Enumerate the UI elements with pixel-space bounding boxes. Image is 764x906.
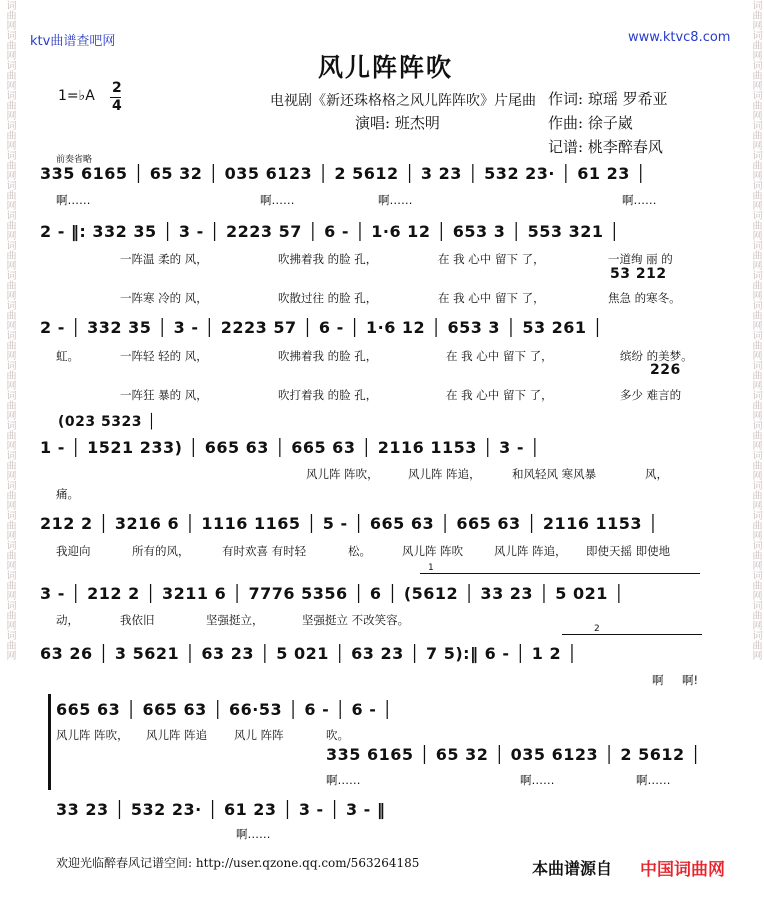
- lyric-row-5-d: 松。: [348, 544, 371, 558]
- lyric-row-6-a: 动，: [56, 613, 79, 627]
- lyric-row-5-g: 即使天摇 即使地: [586, 544, 671, 558]
- volta-1-label: 1: [428, 563, 434, 573]
- staff-row-9: 335 6165 │ 65 32 │ 035 6123 │ 2 5612 │: [326, 745, 701, 764]
- lyric-row-10-a: 啊……: [236, 827, 271, 841]
- lyric-row-2-verse2-a: 一阵寒 冷的 风，: [120, 291, 208, 305]
- lyric-row-3-e: 缤纷 的美梦。: [620, 349, 693, 363]
- staff-row-3-alt: 226: [650, 362, 681, 378]
- time-signature-bottom: 4: [112, 98, 122, 114]
- lyric-row-6-d: 坚强挺立 不改笑容。: [302, 613, 410, 627]
- lyric-row-2-b: 吹拂着我 的脸 孔，: [278, 252, 378, 266]
- lyric-row-8-a: 风儿阵 阵吹，: [56, 728, 129, 742]
- staff-row-4-top: (023 5323 │: [58, 414, 157, 430]
- staff-row-2-alt: 53 212: [610, 266, 667, 282]
- lyric-row-8-b: 风儿阵 阵追: [146, 728, 208, 742]
- staff-row-10: 33 23 │ 532 23· │ 61 23 │ 3 - │ 3 - ‖: [56, 800, 386, 819]
- singer: 演唱: 班杰明: [355, 114, 440, 132]
- lyric-row-7-b: 啊!: [682, 673, 699, 687]
- footer-source-prefix: 本曲谱源自: [532, 859, 613, 878]
- lyric-row-1-d: 啊……: [622, 193, 657, 207]
- lyric-row-3-b: 一阵轻 轻的 风，: [120, 349, 208, 363]
- transcriber: 记谱: 桃李醉春风: [548, 138, 663, 156]
- volta-2-label: 2: [594, 624, 600, 634]
- lyric-row-3-c: 吹拂着我 的脸 孔，: [278, 349, 378, 363]
- lyric-row-2-c: 在 我 心中 留下 了，: [438, 252, 545, 266]
- staff-row-6: 3 - │ 212 2 │ 3211 6 │ 7776 5356 │ 6 │ (5612 │ 33 23 │ 5 021 │: [40, 584, 625, 603]
- staff-row-7: 63 26 │ 3 5621 │ 63 23 │ 5 021 │ 63 23 │ 7 5):‖ 6 - │ 1 2 │: [40, 644, 578, 663]
- lyric-row-9-b: 啊……: [520, 773, 555, 787]
- lyric-row-4-end: 痛。: [56, 487, 79, 501]
- staff-row-2: 2 - ‖: 332 35 │ 3 - │ 2223 57 │ 6 - │ 1·6 12 │ 653 3 │ 553 321 │: [40, 222, 620, 241]
- lyric-row-2-a: 一阵温 柔的 风，: [120, 252, 208, 266]
- lyric-row-1-a: 啊……: [56, 193, 91, 207]
- prelude-label: 前奏省略: [56, 155, 93, 165]
- volta-1-line: [420, 573, 700, 574]
- staff-row-3: 2 - │ 332 35 │ 3 - │ 2223 57 │ 6 - │ 1·6 12 │ 653 3 │ 53 261 │: [40, 318, 603, 337]
- lyric-row-1-c: 啊……: [378, 193, 413, 207]
- staff-row-1: 335 6165 │ 65 32 │ 035 6123 │ 2 5612 │ 3 23 │ 532 23· │ 61 23 │: [40, 164, 647, 183]
- volta-2-line: [562, 634, 702, 635]
- lyric-row-2-d: 一道绚 丽 的: [608, 252, 673, 266]
- lyric-row-3-verse2-c: 在 我 心中 留下 了，: [446, 388, 553, 402]
- lyric-row-3-verse2-a: 一阵狂 暴的 风，: [120, 388, 208, 402]
- staff-row-8: 665 63 │ 665 63 │ 66·53 │ 6 - │ 6 - │: [56, 700, 393, 719]
- lyric-row-3-d: 在 我 心中 留下 了，: [446, 349, 553, 363]
- lyric-row-3-verse2-b: 吹打着我 的脸 孔，: [278, 388, 378, 402]
- footer-source-site[interactable]: 中国词曲网: [640, 860, 725, 880]
- site-link-right[interactable]: www.ktvc8.com: [628, 30, 731, 45]
- time-signature-top: 2: [112, 80, 122, 96]
- lyric-row-7-a: 啊: [652, 673, 664, 687]
- lyric-row-4-a: 风儿阵 阵吹，: [306, 467, 379, 481]
- staff-row-5: 212 2 │ 3216 6 │ 1116 1165 │ 5 - │ 665 63 │ 665 63 │ 2116 1153 │: [40, 514, 659, 533]
- source-drama: 电视剧《新还珠格格之风儿阵阵吹》片尾曲: [270, 93, 536, 109]
- coda-bracket: [48, 694, 51, 790]
- lyricist: 作词: 琼瑶 罗希亚: [548, 90, 668, 108]
- staff-row-4: 1 - │ 1521 233) │ 665 63 │ 665 63 │ 2116 1153 │ 3 - │: [40, 438, 541, 457]
- left-edge-watermark: 词曲网词曲网词曲网词曲网词曲网词曲网词曲网词曲网词曲网词曲网词曲网词曲网词曲网词曲网词曲网词曲网词曲网词曲网词曲网词曲网词曲网词曲网: [4, 0, 15, 660]
- lyric-row-4-b: 风儿阵 阵追，: [408, 467, 481, 481]
- lyric-row-3-verse2-d: 多少 难言的: [620, 388, 682, 402]
- lyric-row-5-e: 风儿阵 阵吹: [402, 544, 464, 558]
- right-edge-watermark: 词曲网词曲网词曲网词曲网词曲网词曲网词曲网词曲网词曲网词曲网词曲网词曲网词曲网词曲网词曲网词曲网词曲网词曲网词曲网词曲网词曲网词曲网: [750, 0, 761, 660]
- lyric-row-5-c: 有时欢喜 有时轻: [222, 544, 307, 558]
- lyric-row-9-a: 啊……: [326, 773, 361, 787]
- lyric-row-8-c: 风儿 阵阵: [234, 728, 284, 742]
- lyric-row-5-f: 风儿阵 阵追，: [494, 544, 567, 558]
- song-title: 风儿阵阵吹: [318, 53, 454, 82]
- composer: 作曲: 徐子崴: [548, 114, 633, 132]
- lyric-row-3-a: 虹。: [56, 349, 79, 363]
- lyric-row-1-b: 啊……: [260, 193, 295, 207]
- key-signature: 1=♭A: [58, 88, 95, 104]
- site-link-left[interactable]: ktv曲谱查吧网: [30, 34, 116, 49]
- lyric-row-5-b: 所有的风，: [132, 544, 190, 558]
- lyric-row-8-d: 吹。: [326, 728, 349, 742]
- lyric-row-6-c: 坚强挺立，: [206, 613, 264, 627]
- footer-visit-text: 欢迎光临醉春风记谱空间: http://user.qzone.qq.com/563264185: [56, 856, 420, 870]
- lyric-row-2-verse2-b: 吹散过往 的脸 孔，: [278, 291, 378, 305]
- lyric-row-2-verse2-d: 焦急 的寒冬。: [608, 291, 681, 305]
- lyric-row-4-c: 和风轻风 寒风暴: [512, 467, 597, 481]
- lyric-row-2-verse2-c: 在 我 心中 留下 了，: [438, 291, 545, 305]
- lyric-row-9-c: 啊……: [636, 773, 671, 787]
- lyric-row-5-a: 我迎向: [56, 544, 91, 558]
- lyric-row-6-b: 我依旧: [120, 613, 155, 627]
- lyric-row-4-d: 风，: [645, 467, 668, 481]
